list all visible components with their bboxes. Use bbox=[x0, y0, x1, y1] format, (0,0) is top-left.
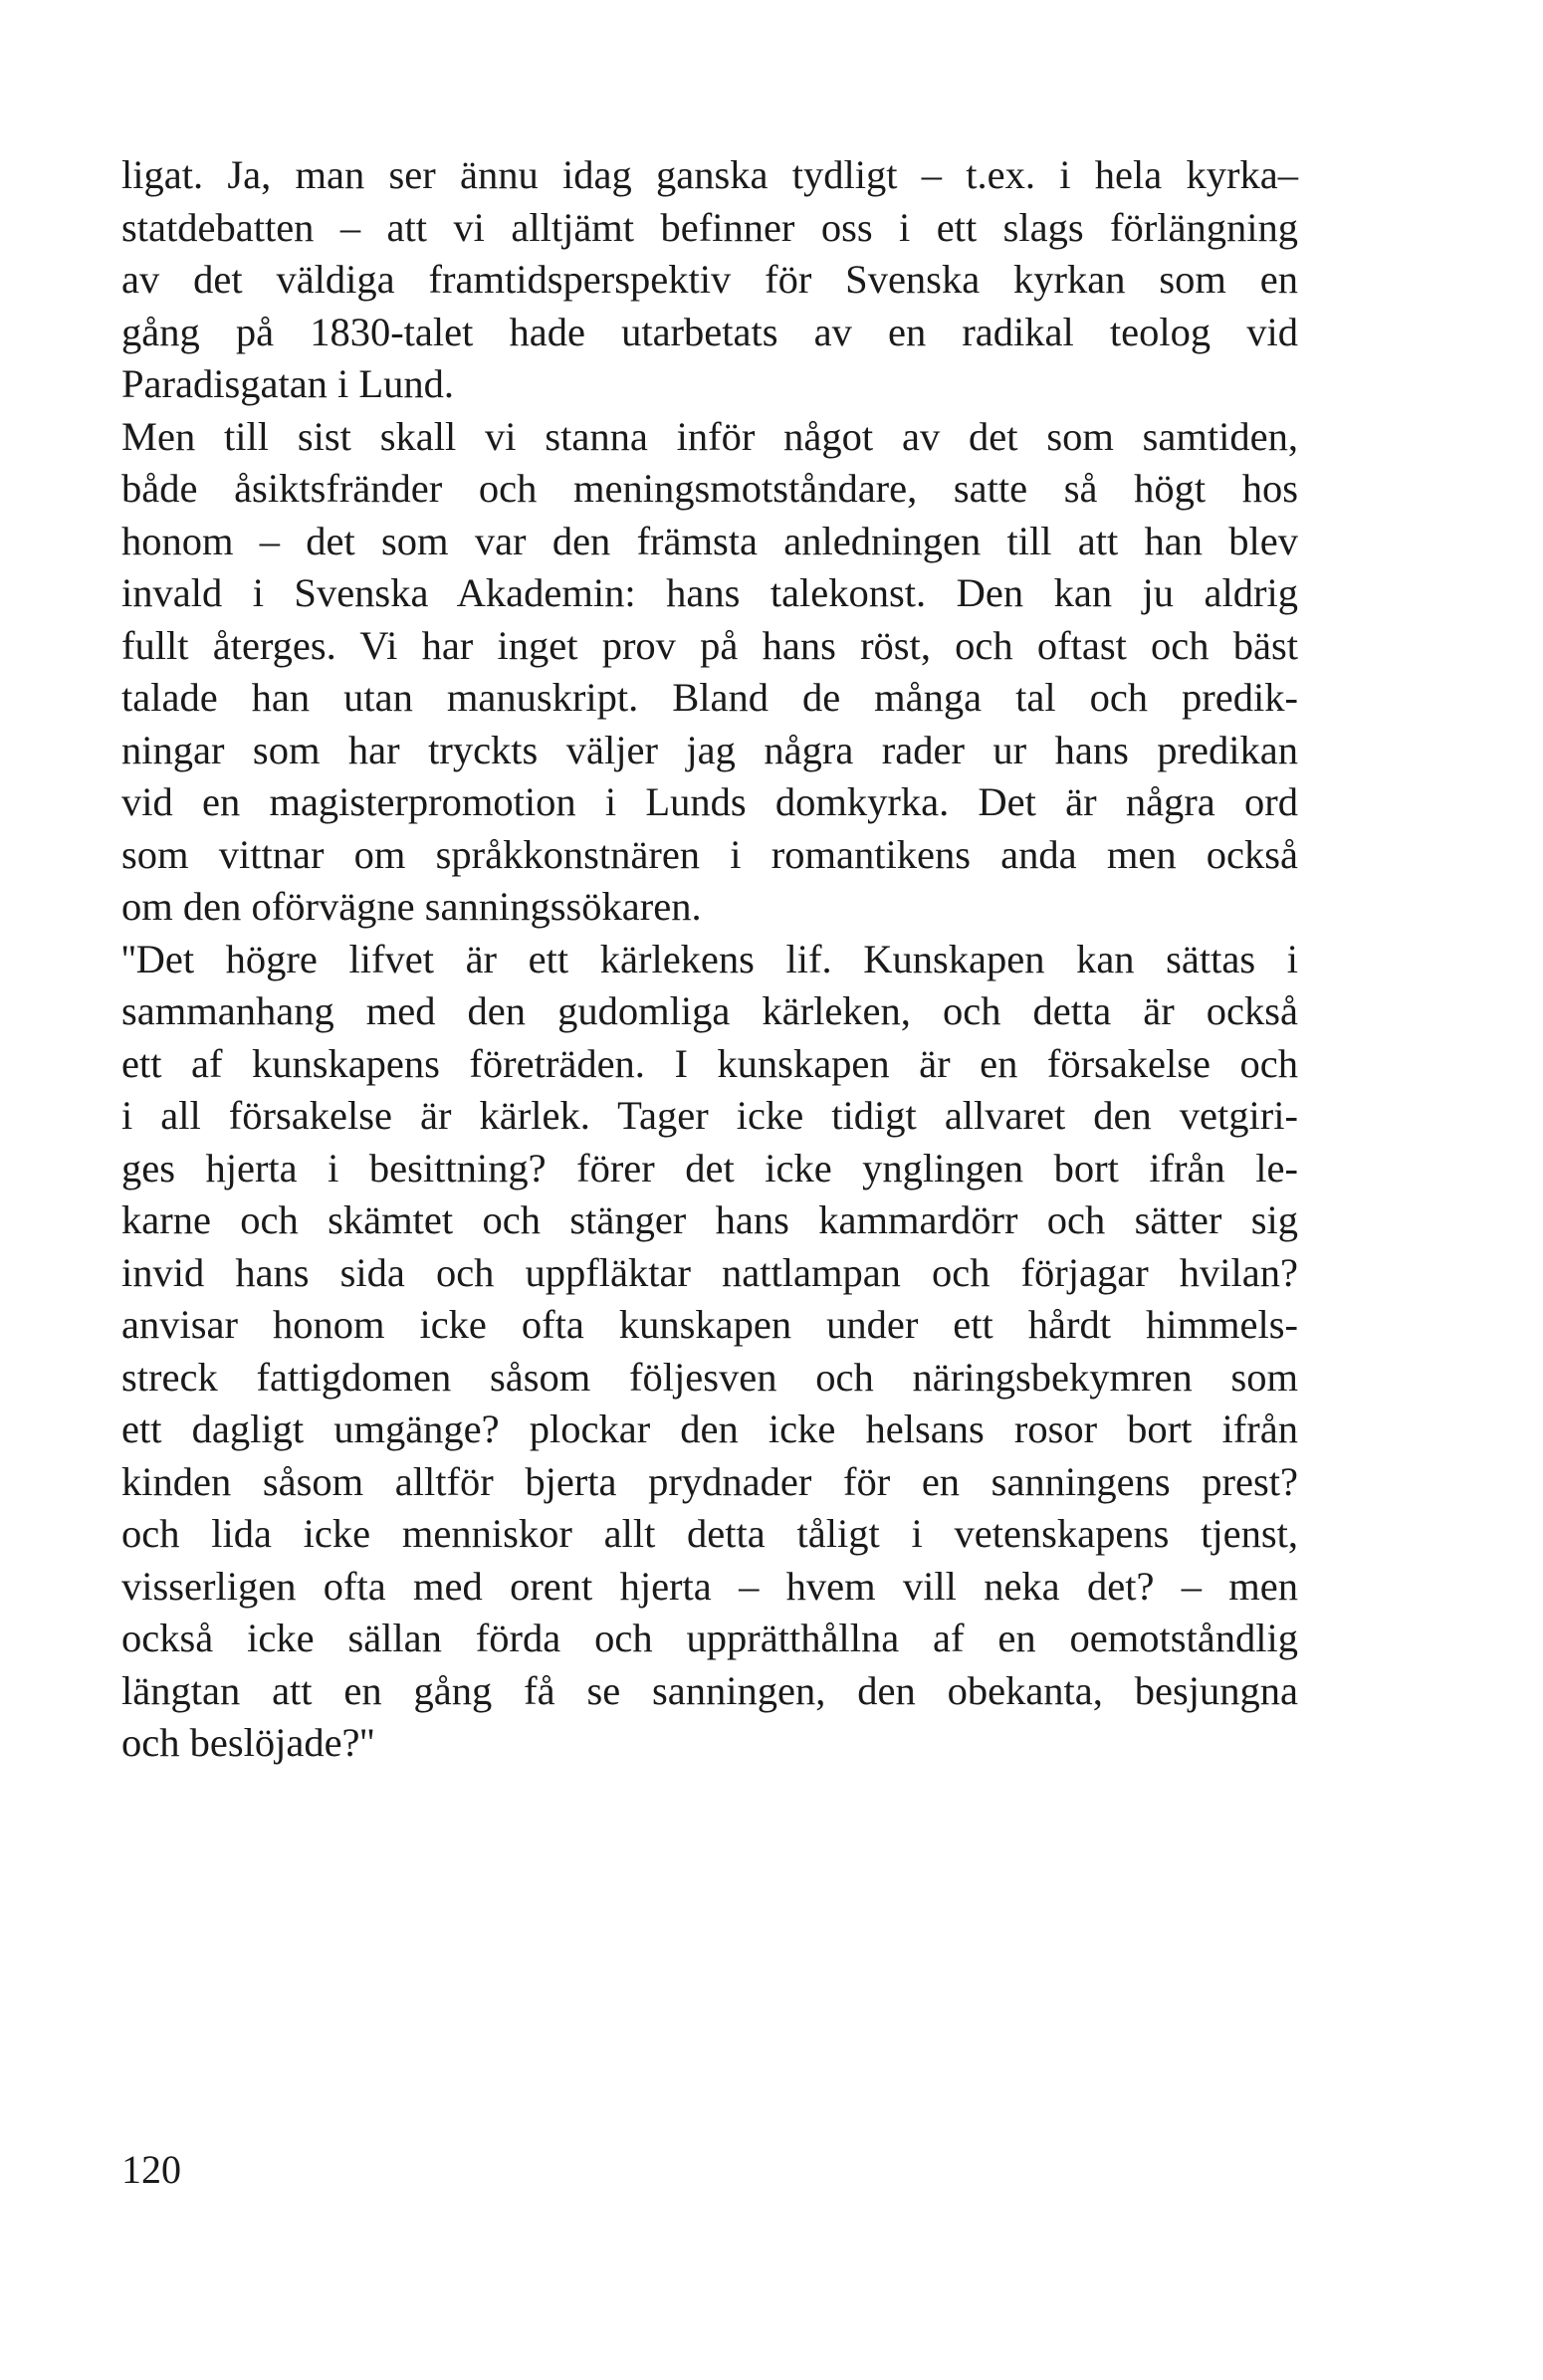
text-line: längtan att en gång få se sanningen, den obekanta, besjungna bbox=[121, 1667, 1298, 1713]
text-line: som vittnar om språkkonstnären i romantikens anda men också bbox=[121, 831, 1298, 877]
text-line: om den oförvägne sanningssökaren. bbox=[121, 884, 702, 929]
text-line: i all försakelse är kärlek. Tager icke tidigt allvaret den vetgiri- bbox=[121, 1093, 1298, 1138]
text-line: och lida icke menniskor allt detta tåligt i vetenskapens tjenst, bbox=[121, 1511, 1298, 1556]
text-line: Men till sist skall vi stanna inför något av det som samtiden, bbox=[121, 413, 1298, 459]
text-line: invid hans sida och uppfläktar nattlampan och förjagar hvilan? bbox=[121, 1249, 1298, 1295]
text-line: gång på 1830-talet hade utarbetats av en radikal teolog vid bbox=[121, 309, 1298, 354]
text-line: både åsiktsfränder och meningsmotståndare, satte så högt hos bbox=[121, 466, 1298, 511]
text-line: sammanhang med den gudomliga kärleken, och detta är också bbox=[121, 988, 1298, 1033]
text-line: talade han utan manuskript. Bland de många tal och predik- bbox=[121, 675, 1298, 720]
text-line: ''Det högre lifvet är ett kärlekens lif. Kunskapen kan sättas i bbox=[121, 936, 1298, 981]
text-line: av det väldiga framtidsperspektiv för Svenska kyrkan som en bbox=[121, 257, 1298, 302]
text-line: ett af kunskapens företräden. I kunskapen är en försakelse och bbox=[121, 1040, 1298, 1086]
text-line: ett dagligt umgänge? plockar den icke helsans rosor bort ifrån bbox=[121, 1406, 1298, 1451]
text-line: Paradisgatan i Lund. bbox=[121, 361, 455, 406]
text-line: anvisar honom icke ofta kunskapen under ett hårdt himmels- bbox=[121, 1302, 1298, 1347]
text-line: invald i Svenska Akademin: hans talekonst. Den kan ju aldrig bbox=[121, 570, 1298, 615]
page-number: 120 bbox=[121, 2147, 181, 2192]
text-line: ningar som har tryckts väljer jag några rader ur hans predikan bbox=[121, 727, 1298, 772]
text-line: statdebatten – att vi alltjämt befinner oss i ett slags förlängning bbox=[121, 204, 1298, 250]
text-line: ligat. Ja, man ser ännu idag ganska tydligt – t.ex. i hela kyrka– bbox=[121, 152, 1298, 197]
text-line: vid en magisterpromotion i Lunds domkyrka. Det är några ord bbox=[121, 779, 1298, 824]
text-line: också icke sällan förda och upprätthållna af en oemotståndlig bbox=[121, 1616, 1298, 1660]
text-line: honom – det som var den främsta anledningen till att han blev bbox=[121, 518, 1298, 563]
text-line: och beslöjade?'' bbox=[121, 1720, 375, 1765]
text-line: ges hjerta i besittning? förer det icke ynglingen bort ifrån le- bbox=[121, 1145, 1298, 1190]
text-line: karne och skämtet och stänger hans kammardörr och sätter sig bbox=[121, 1197, 1298, 1242]
text-line: visserligen ofta med orent hjerta – hvem vill neka det? – men bbox=[121, 1563, 1298, 1609]
text-line: fullt återges. Vi har inget prov på hans röst, och oftast och bäst bbox=[121, 622, 1298, 668]
text-line: kinden såsom alltför bjerta prydnader för en sanningens prest? bbox=[121, 1458, 1298, 1504]
text-line: streck fattigdomen såsom följesven och näringsbekymren som bbox=[121, 1354, 1298, 1400]
body-text bbox=[121, 149, 1298, 1770]
